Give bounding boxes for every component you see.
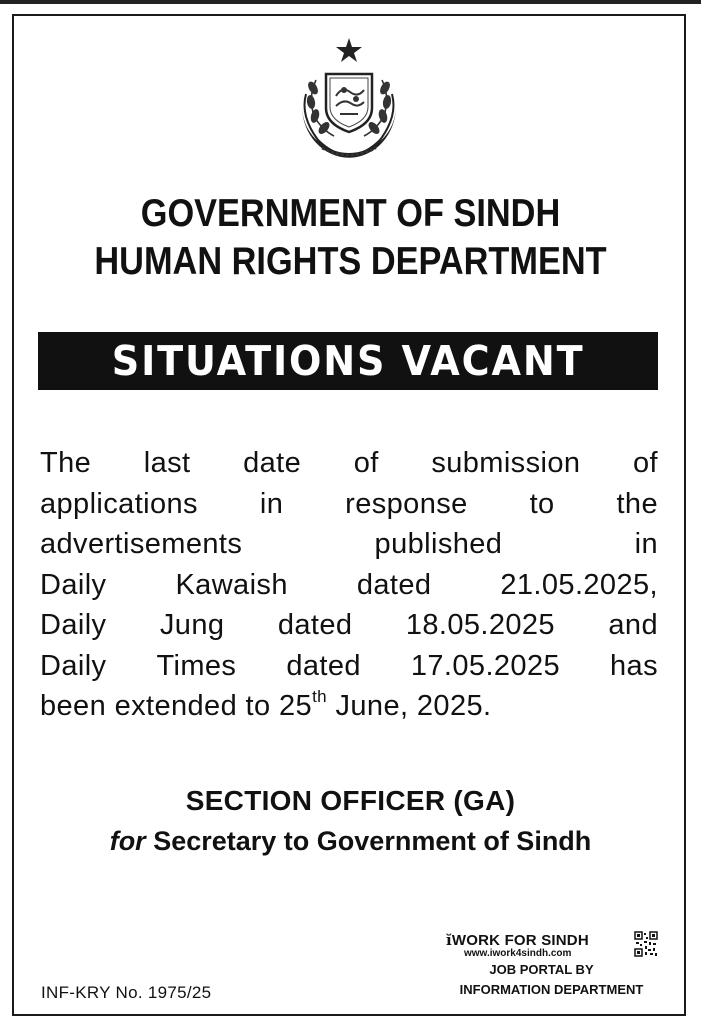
portal-line-1: JOB PORTAL BY: [489, 962, 594, 977]
word: dated: [356, 568, 432, 601]
word: of: [353, 447, 379, 479]
word: published: [374, 528, 503, 560]
portal-name: WORK FOR SINDH: [451, 932, 589, 949]
portal-logo-text: ĭWORK FOR SINDH: [446, 931, 589, 949]
banner-text: SITUATIONS VACANT: [111, 337, 585, 385]
word: 18.05.2025: [405, 609, 555, 641]
notice-body: [40, 443, 658, 727]
word: in: [259, 487, 284, 520]
ordinal-suffix: th: [312, 687, 328, 706]
word: Daily: [40, 568, 107, 601]
portal-line-2: INFORMATION DEPARTMENT: [459, 982, 644, 997]
word: Daily: [40, 609, 107, 641]
notice-line: [40, 646, 658, 687]
notice-line-last: [40, 686, 658, 727]
word: date: [243, 447, 302, 479]
word: applications: [40, 487, 198, 520]
signatory-rest: Secretary to Government of Sindh: [145, 826, 592, 856]
word: Kawaish: [175, 568, 288, 601]
word: dated: [286, 649, 361, 682]
notice-line: [40, 443, 658, 484]
word: to: [529, 487, 555, 520]
qr-code-icon: [634, 931, 658, 957]
notice-line: [40, 484, 658, 525]
word: Times: [156, 649, 237, 682]
word: submission: [431, 447, 581, 479]
job-portal-logo: [444, 931, 659, 1003]
extension-text: been extended to 25: [40, 690, 313, 722]
signatory-title: SECTION OFFICER (GA): [185, 785, 516, 816]
notice-line: [40, 605, 658, 646]
sindh-government-seal-icon: [282, 36, 416, 168]
notice-line: [40, 565, 658, 606]
top-rule: [0, 0, 701, 4]
word: 21.05.2025,: [500, 568, 658, 601]
word: response: [345, 487, 468, 520]
reference-number: INF-KRY No. 1975/25: [41, 983, 212, 1002]
word: and: [608, 609, 658, 641]
word: the: [616, 487, 658, 520]
word: The: [40, 447, 92, 479]
signatory-subtitle: [0, 826, 701, 857]
government-title: GOVERNMENT OF SINDH: [140, 192, 561, 235]
word: advertisements: [40, 528, 243, 560]
department-title: HUMAN RIGHTS DEPARTMENT: [94, 240, 607, 283]
word: of: [632, 447, 658, 479]
word: 17.05.2025: [410, 649, 561, 682]
word: Daily: [40, 649, 107, 682]
notice-line: [40, 524, 658, 565]
portal-url: www.iwork4sindh.com: [464, 948, 572, 959]
word: Jung: [159, 609, 225, 641]
word: in: [634, 528, 658, 560]
for-word: for: [109, 826, 146, 856]
situations-vacant-banner: [38, 332, 658, 390]
word: has: [610, 649, 658, 682]
extension-date: June, 2025.: [327, 690, 492, 722]
word: last: [143, 447, 191, 479]
word: dated: [277, 609, 353, 641]
